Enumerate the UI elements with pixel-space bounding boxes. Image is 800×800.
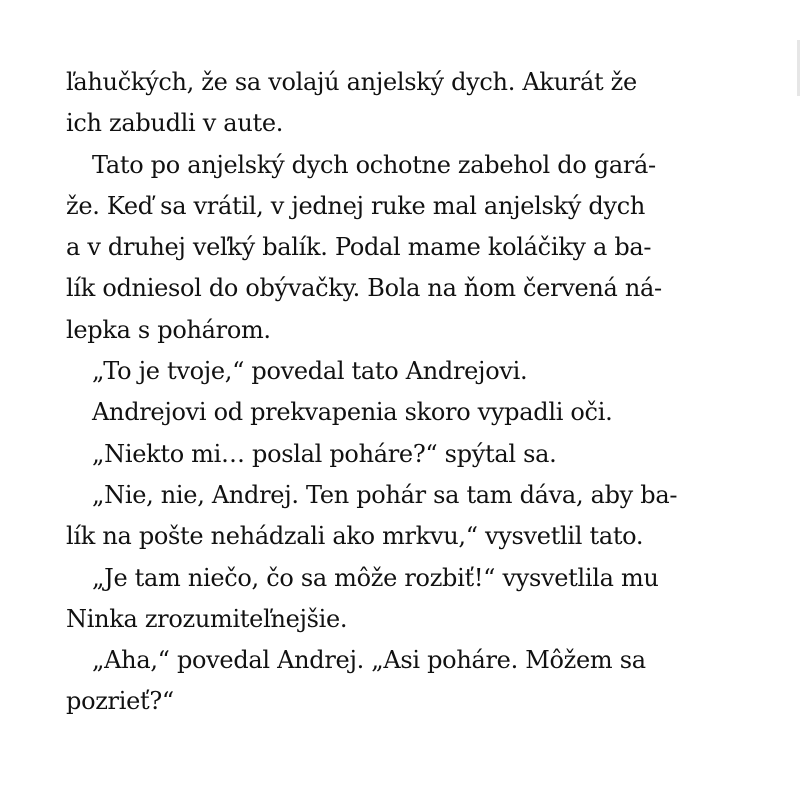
text-line-6: lík odniesol do obývačky. Bola na ňom červená ná- — [66, 274, 662, 303]
text-line-4: že. Keď sa vrátil, v jednej ruke mal anjelský dych — [66, 191, 645, 220]
text-line-11: „Nie, nie, Andrej. Ten pohár sa tam dáva, aby ba- — [92, 480, 678, 509]
text-line-15: „Aha,“ povedal Andrej. „Asi poháre. Môžem sa — [92, 646, 646, 675]
text-line-14: Ninka zrozumiteľnejšie. — [66, 604, 348, 633]
story-text — [66, 62, 746, 723]
text-line-13: „Je tam niečo, čo sa môže rozbiť!“ vysvetlila mu — [92, 563, 659, 592]
text-line-5: a v druhej veľký balík. Podal mame koláčiky a ba- — [66, 233, 652, 262]
text-line-2: ich zabudli v aute. — [66, 109, 284, 138]
text-line-10: „Niekto mi… poslal poháre?“ spýtal sa. — [92, 439, 557, 468]
text-line-1: ľahučkých, že sa volajú anjelský dych. Akurát že — [66, 68, 637, 96]
text-line-3: Tato po anjelský dych ochotne zabehol do gará- — [92, 150, 656, 179]
text-line-7: lepka s pohárom. — [66, 315, 271, 344]
text-line-9: Andrejovi od prekvapenia skoro vypadli oči. — [92, 398, 613, 427]
text-line-16: pozrieť?“ — [66, 687, 174, 716]
text-line-8: „To je tvoje,“ povedal tato Andrejovi. — [92, 357, 528, 386]
text-line-12: lík na pošte nehádzali ako mrkvu,“ vysvetlil tato. — [66, 522, 644, 551]
